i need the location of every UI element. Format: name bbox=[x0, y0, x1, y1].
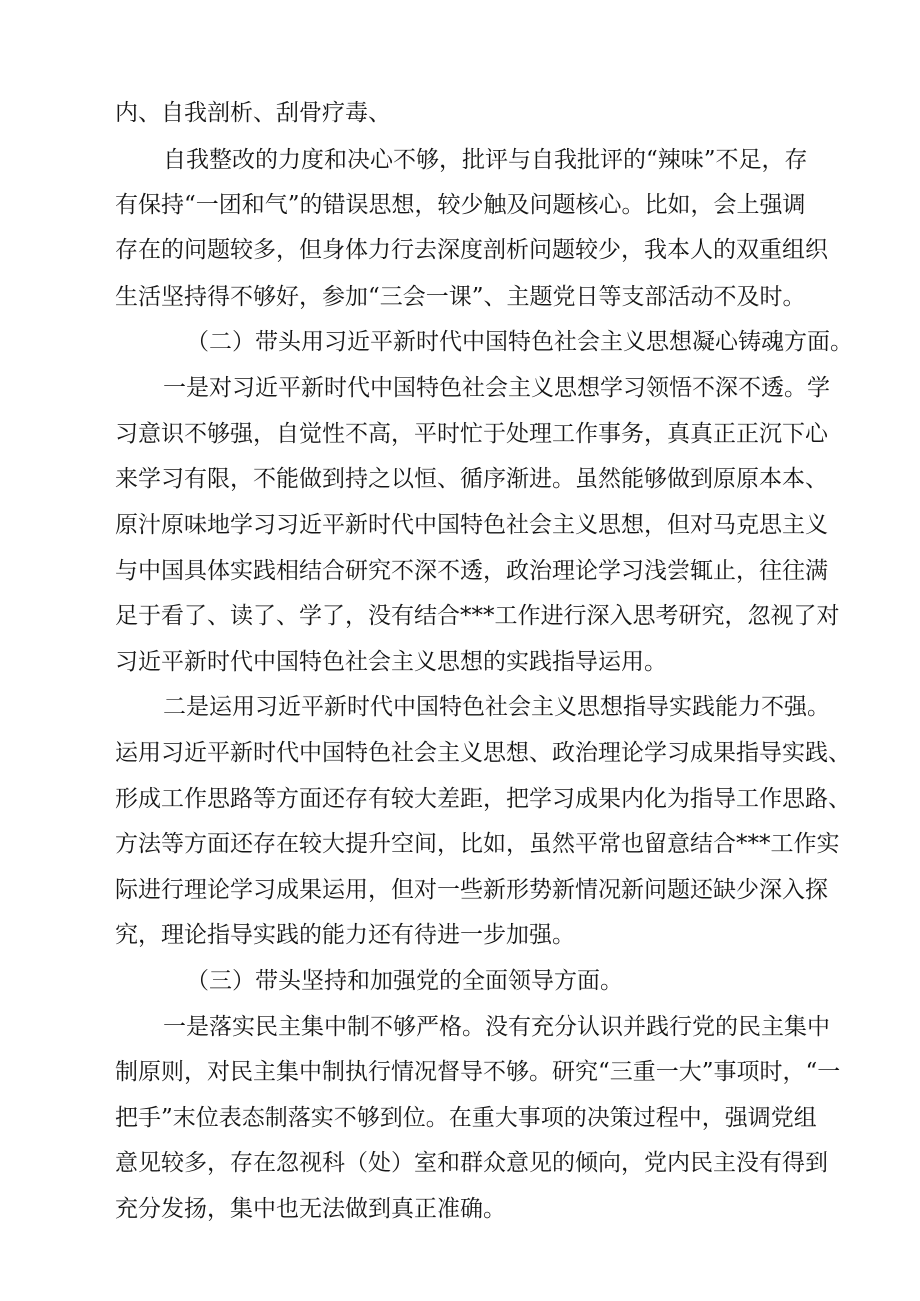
text-line: 习近平新时代中国特色社会主义思想的实践指导运用。 bbox=[115, 649, 667, 675]
text-line: 二是运用习近平新时代中国特色社会主义思想指导实践能力不强。 bbox=[163, 694, 830, 720]
text-line: 一是对习近平新时代中国特色社会主义思想学习领悟不深不透。学 bbox=[163, 375, 830, 401]
section-heading: （二）带头用习近平新时代中国特色社会主义思想凝心铸魂方面。 bbox=[186, 329, 853, 355]
text-line: 究，理论指导实践的能力还有待进一步加强。 bbox=[115, 922, 575, 948]
text-line: 把手”末位表态制落实不够到位。在重大事项的决策过程中，强调党组 bbox=[115, 1105, 817, 1131]
text-line: 充分发扬，集中也无法做到真正准确。 bbox=[115, 1196, 506, 1222]
text-line: 与中国具体实践相结合研究不深不透，政治理论学习浅尝辄止，往往满 bbox=[115, 558, 828, 584]
text-line: 原汁原味地学习习近平新时代中国特色社会主义思想，但对马克思主义 bbox=[115, 512, 828, 538]
text-line: 形成工作思路等方面还存有较大差距，把学习成果内化为指导工作思路、 bbox=[115, 786, 851, 812]
section-heading: （三）带头坚持和加强党的全面领导方面。 bbox=[186, 968, 623, 994]
text-line: 来学习有限，不能做到持之以恒、循序渐进。虽然能够做到原原本本、 bbox=[115, 466, 828, 492]
text-line: 有保持“一团和气”的错误思想，较少触及问题核心。比如，会上强调 bbox=[115, 192, 806, 218]
text-line: 运用习近平新时代中国特色社会主义思想、政治理论学习成果指导实践、 bbox=[115, 740, 851, 766]
text-line: 方法等方面还存在较大提升空间，比如，虽然平常也留意结合***工作实 bbox=[115, 831, 840, 857]
text-line: 存在的问题较多，但身体力行去深度剖析问题较少，我本人的双重组织 bbox=[115, 237, 828, 263]
text-line: 生活坚持得不够好，参加“三会一课”、主题党日等支部活动不及时。 bbox=[115, 284, 806, 310]
text-line: 内、自我剖析、刮骨疗毒、 bbox=[115, 100, 391, 126]
text-line: 际进行理论学习成果运用，但对一些新形势新情况新问题还缺少深入探 bbox=[115, 877, 828, 903]
text-line: 一是落实民主集中制不够严格。没有充分认识并践行党的民主集中 bbox=[163, 1014, 830, 1040]
text-line: 制原则，对民主集中制执行情况督导不够。研究“三重一大”事项时，“一 bbox=[115, 1059, 841, 1085]
text-line: 习意识不够强，自觉性不高，平时忙于处理工作事务，真真正正沉下心 bbox=[115, 421, 828, 447]
text-line: 足于看了、读了、学了，没有结合***工作进行深入思考研究，忽视了对 bbox=[115, 603, 840, 629]
text-line: 自我整改的力度和决心不够，批评与自我批评的“辣味”不足，存 bbox=[163, 147, 808, 173]
text-line: 意见较多，存在忽视科（处）室和群众意见的倾向，党内民主没有得到 bbox=[115, 1150, 828, 1176]
